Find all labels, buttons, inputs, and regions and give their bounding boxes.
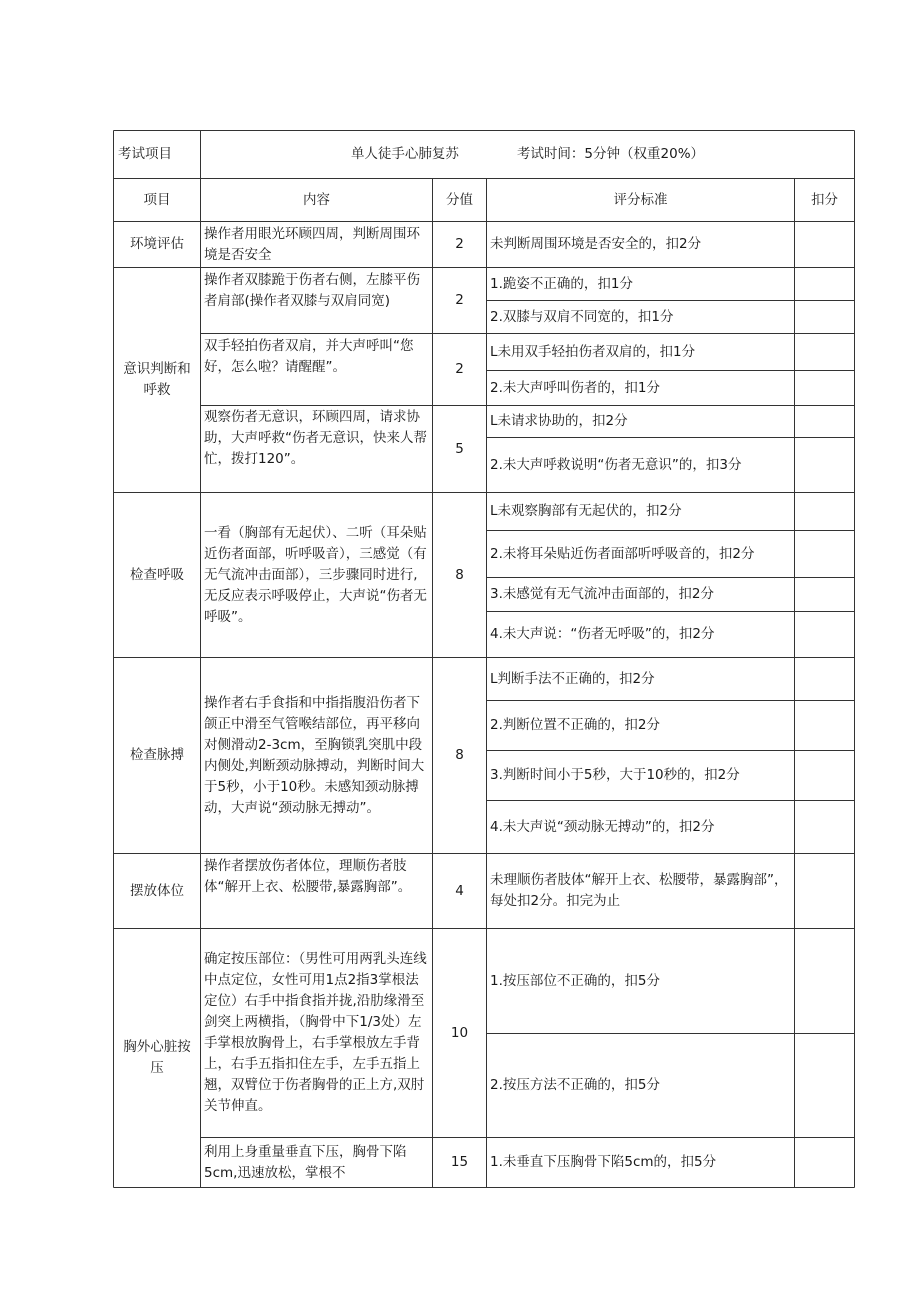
column-header-deduct: 扣分 xyxy=(811,191,838,208)
criteria-item: 2.按压方法不正确的，扣5分 xyxy=(490,1077,660,1093)
exam-time: 考试时间：5分钟（权重20%） xyxy=(516,146,705,162)
exam-title: 单人徒手心肺复苏 xyxy=(350,146,459,162)
criteria-item: 1.按压部位不正确的，扣5分 xyxy=(490,972,660,989)
criteria-item: 2.未大声呼救说明“伤者无意识”的，扣3分 xyxy=(490,456,742,473)
row-content: 操作者双膝跪于伤者右侧，左膝平伤者肩部(操作者双膝与双肩同宽) xyxy=(204,271,420,309)
criteria-item: 未理顺伤者肢体“解开上衣、松腰带，暴露胸部”，每处扣2分。扣完为止 xyxy=(490,872,788,909)
criteria-item: 1.跪姿不正确的，扣1分 xyxy=(490,275,633,292)
criteria-item: 2.未将耳朵贴近伤者面部听呼吸音的，扣2分 xyxy=(490,545,755,562)
criteria-item: L判断手法不正确的，扣2分 xyxy=(490,670,655,687)
criteria-item: 2.双膝与双肩不同宽的，扣1分 xyxy=(490,308,674,325)
criteria-item: 未判断周围环境是否安全的，扣2分 xyxy=(490,236,702,252)
row-content: 操作者右手食指和中指指腹沿伤者下颌正中滑至气管喉结部位，再平移向对侧滑动2-3cm，至胸锁乳突肌中段内侧处,判断颈动脉搏动，判断时间大于5秒，小于10秒。未感知颈动脉搏动，大声说“颈动脉无搏动”。 xyxy=(204,694,425,816)
row-score: 10 xyxy=(450,1025,469,1041)
section-item-pulse: 检查脉搏 xyxy=(130,747,184,763)
criteria-item: L未请求协助的，扣2分 xyxy=(490,413,628,429)
row-content: 观察伤者无意识，环顾四周，请求协助，大声呼救“伤者无意识，快来人帮忙，拨打120”。 xyxy=(204,409,427,467)
row-content: 确定按压部位：（男性可用两乳头连线中点定位，女性可用1点2指3掌根法定位）右手中指食指并拢,沿肋缘滑至剑突上两横指，（胸骨中下1/3处）左手掌根放胸骨上，右手掌根放左手背上，右手五指扣住左手，左手五指上翘，双臂位于伤者胸骨的正上方,双肘关节伸直。 xyxy=(204,951,427,1114)
exam-title-row xyxy=(201,131,854,178)
row-content: 一看（胸部有无起伏）、二听（耳朵贴近伤者面部，听呼吸音），三感觉（有无气流冲击面部），三步骤同时进行,无反应表示呼吸停止，大声说“伤者无呼吸”。 xyxy=(204,524,427,625)
row-score: 8 xyxy=(455,747,464,763)
criteria-item: L未观察胸部有无起伏的，扣2分 xyxy=(490,503,682,519)
column-header-item: 项目 xyxy=(143,191,171,208)
row-content: 双手轻拍伤者双肩，并大声呼叫“您好，怎么啦？请醒醒”。 xyxy=(204,338,414,375)
criteria-item: 3.未感觉有无气流冲击面部的，扣2分 xyxy=(490,586,714,602)
row-score: 2 xyxy=(455,292,464,308)
criteria-item: 4.未大声说“颈动脉无搏动”的，扣2分 xyxy=(490,818,715,835)
section-item-environment: 环境评估 xyxy=(130,236,184,252)
row-content: 利用上身重量垂直下压，胸骨下陷5cm,迅速放松，掌根不 xyxy=(204,1143,407,1181)
section-item-position: 摆放体位 xyxy=(130,882,184,899)
row-score: 4 xyxy=(455,882,464,899)
criteria-item: 4.未大声说：“伤者无呼吸”的，扣2分 xyxy=(490,626,715,642)
row-score: 5 xyxy=(455,440,464,457)
criteria-item: 2.未大声呼叫伤者的，扣1分 xyxy=(490,379,660,396)
section-item-breathing: 检查呼吸 xyxy=(130,566,184,583)
criteria-item: 3.判断时间小于5秒，大于10秒的，扣2分 xyxy=(490,767,740,783)
section-item-consciousness: 意识判断和呼救 xyxy=(123,361,191,398)
criteria-item: 1.未垂直下压胸骨下陷5cm的，扣5分 xyxy=(490,1154,717,1170)
column-header-criteria: 评分标准 xyxy=(613,191,668,208)
criteria-item: 2.判断位置不正确的，扣2分 xyxy=(490,717,660,733)
section-item-compression: 胸外心脏按压 xyxy=(123,1039,191,1076)
criteria-item: L未用双手轻拍伤者双肩的，扣1分 xyxy=(490,343,696,360)
row-score: 2 xyxy=(455,361,464,377)
exam-item-label: 考试项目 xyxy=(118,146,172,162)
row-content: 操作者用眼光环顾四周，判断周围环境是否安全 xyxy=(204,225,420,263)
row-score: 15 xyxy=(450,1154,469,1170)
row-content: 操作者摆放伤者体位，理顺伤者肢体“解开上衣、松腰带,暴露胸部”。 xyxy=(204,858,412,895)
column-header-content: 内容 xyxy=(303,191,330,208)
row-score: 8 xyxy=(455,566,464,583)
column-header-score: 分值 xyxy=(446,191,473,208)
row-score: 2 xyxy=(455,236,464,252)
